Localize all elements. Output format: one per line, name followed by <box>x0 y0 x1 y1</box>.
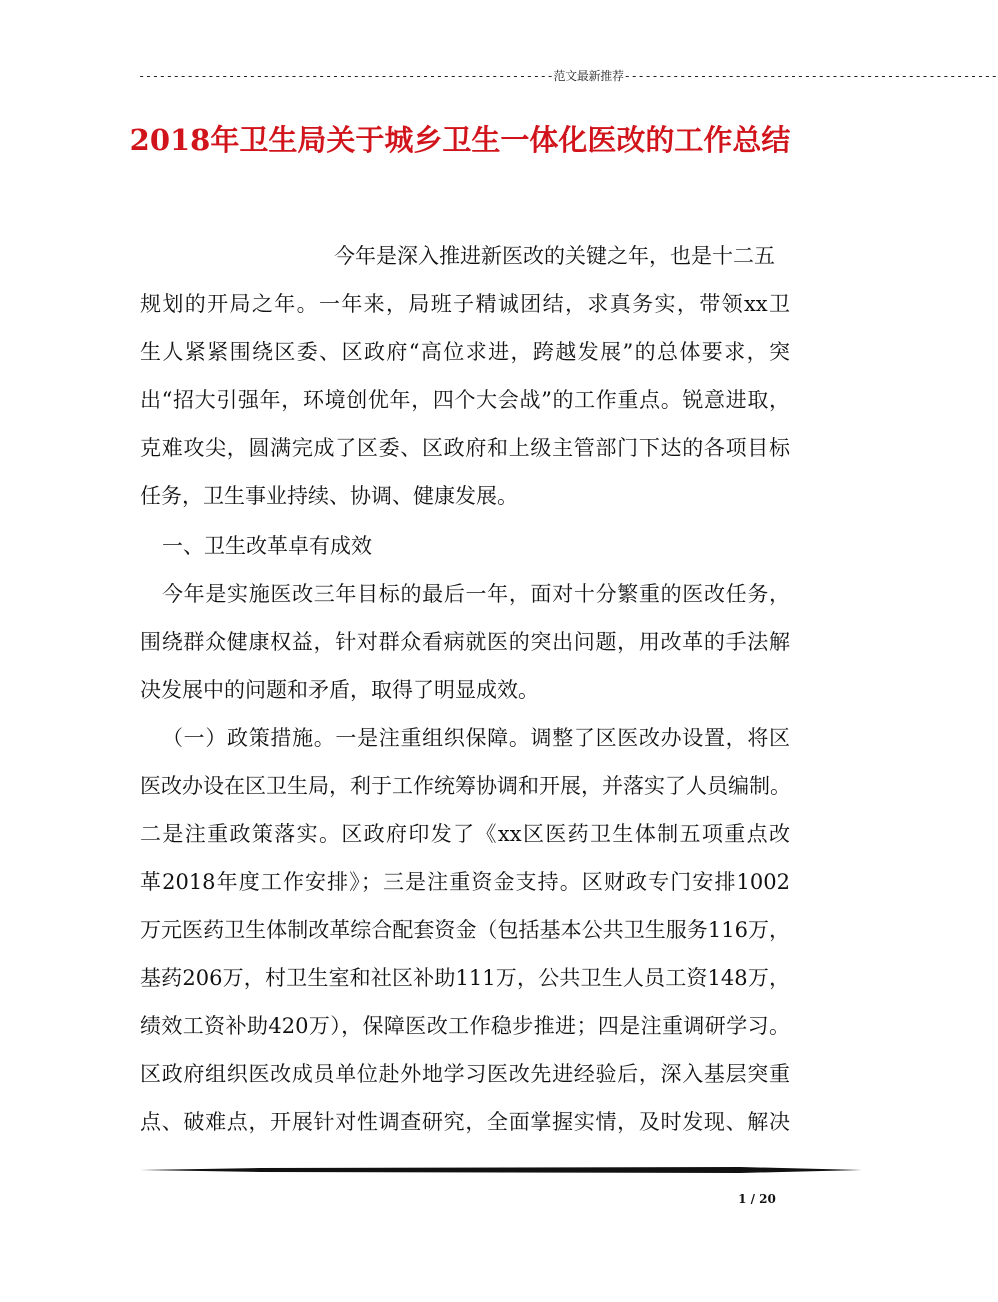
body-line: 任务，卫生事业持续、协调、健康发展。 <box>140 484 518 508</box>
page-header: ------------------------------------------------------------范文最新推荐------------------------------------------------------ <box>138 69 998 83</box>
body-line: 绩效工资补助420万），保障医改工作稳步推进；四是注重调研学习。 <box>140 1014 790 1038</box>
body-line: 规划的开局之年。一年来，局班子精诚团结，求真务实，带领xx卫 <box>140 292 790 316</box>
body-line: 万元医药卫生体制改革综合配套资金（包括基本公共卫生服务116万， <box>140 918 790 942</box>
body-line: 决发展中的问题和矛盾，取得了明显成效。 <box>140 678 539 702</box>
document-title: 2018年卫生局关于城乡卫生一体化医改的工作总结 <box>129 123 791 157</box>
body-line: 二是注重政策落实。区政府印发了《xx区医药卫生体制五项重点改 <box>140 822 790 846</box>
body-line: 出“招大引强年，环境创优年，四个大会战”的工作重点。锐意进取， <box>140 388 790 412</box>
section-heading: 一、卫生改革卓有成效 <box>162 534 372 558</box>
body-line: 围绕群众健康权益，针对群众看病就医的突出问题，用改革的手法解 <box>140 630 790 654</box>
body-line: 点、破难点，开展针对性调查研究，全面掌握实情，及时发现、解决 <box>140 1110 790 1134</box>
body-line: 克难攻尖，圆满完成了区委、区政府和上级主管部门下达的各项目标 <box>140 436 790 460</box>
body-line: 革2018年度工作安排》；三是注重资金支持。区财政专门安排1002 <box>140 870 790 894</box>
body-line: 生人紧紧围绕区委、区政府“高位求进，跨越发展”的总体要求，突 <box>140 340 790 364</box>
body-line: 医改办设在区卫生局，利于工作统筹协调和开展，并落实了人员编制。 <box>140 774 791 798</box>
body-line: 今年是深入推进新医改的关键之年，也是十二五 <box>334 244 775 268</box>
page-number: 1 / 20 <box>738 1192 776 1206</box>
body-line: 今年是实施医改三年目标的最后一年，面对十分繁重的医改任务， <box>162 582 790 606</box>
body-line: 基药206万，村卫生室和社区补助111万，公共卫生人员工资148万， <box>140 966 790 990</box>
body-line: （一）政策措施。一是注重组织保障。调整了区医改办设置，将区 <box>162 726 790 750</box>
body-line: 区政府组织医改成员单位赴外地学习医改先进经验后，深入基层突重 <box>140 1062 790 1086</box>
footer-rule <box>140 1166 862 1174</box>
